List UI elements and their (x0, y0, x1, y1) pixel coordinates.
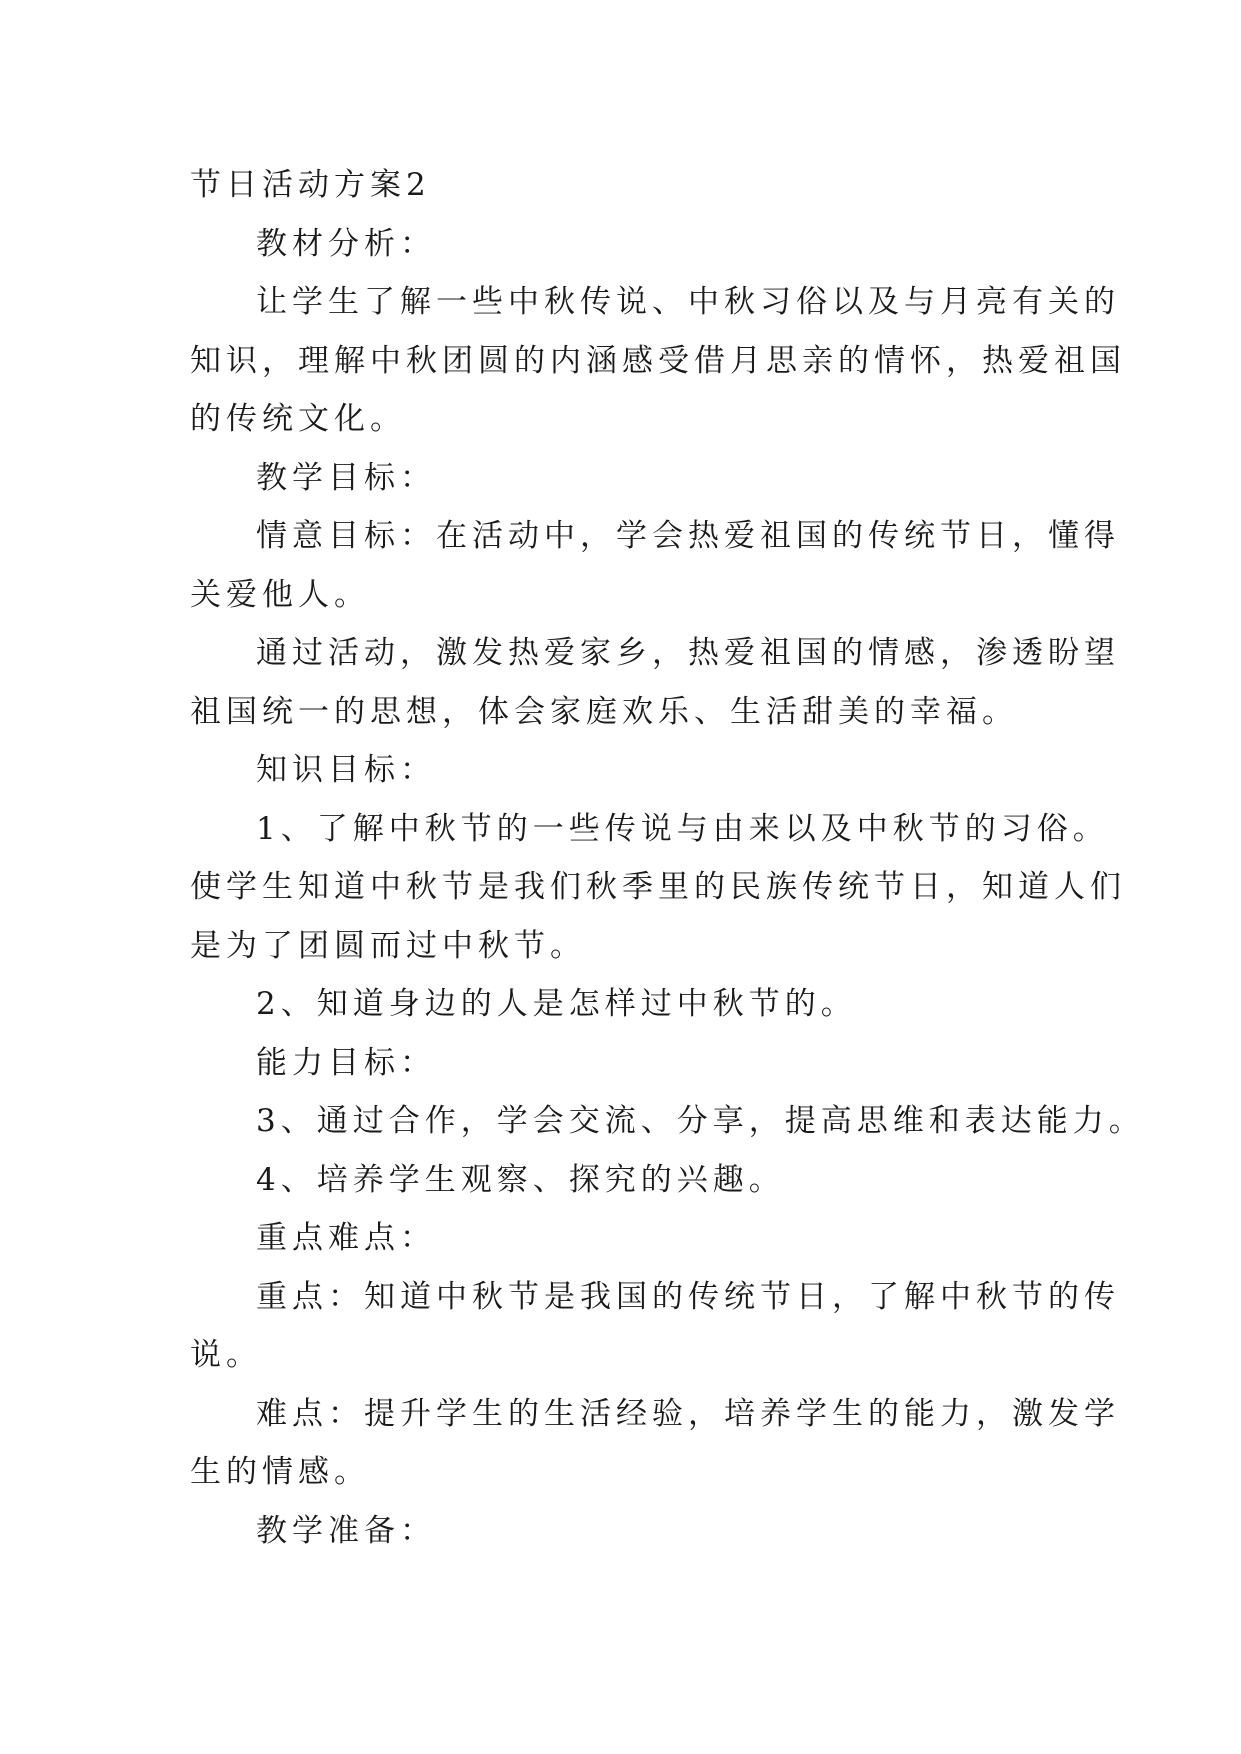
section-heading-teaching-goals: 教学目标： (256, 459, 436, 496)
list-item: 3、通过合作，学会交流、分享，提高思维和表达能力。 (256, 1103, 1145, 1139)
paragraph-line: 难点：提升学生的生活经验，培养学生的能力，激发学 (256, 1395, 1120, 1432)
list-item: 1、了解中秋节的一些传说与由来以及中秋节的习俗。 (256, 810, 1109, 847)
paragraph-line: 生的情感。 (190, 1454, 370, 1490)
paragraph-line: 说。 (190, 1337, 262, 1373)
paragraph-line: 的传统文化。 (190, 401, 406, 437)
paragraph-line: 通过活动，激发热爱家乡，热爱祖国的情感，渗透盼望 (256, 635, 1120, 671)
section-heading-key-points: 重点难点： (256, 1220, 436, 1256)
paragraph-line: 是为了团圆而过中秋节。 (190, 927, 586, 964)
paragraph-line: 知识，理解中秋团圆的内涵感受借月思亲的情怀，热爱祖国 (190, 342, 1126, 379)
document-body (190, 156, 1145, 1560)
paragraph-line: 祖国统一的思想，体会家庭欢乐、生活甜美的幸福。 (190, 693, 1018, 730)
paragraph-line: 让学生了解一些中秋传说、中秋习俗以及与月亮有关的 (256, 284, 1120, 320)
paragraph-line: 重点：知道中秋节是我国的传统节日，了解中秋节的传 (256, 1278, 1120, 1315)
list-item: 4、培养学生观察、探究的兴趣。 (256, 1161, 785, 1198)
list-item: 2、知道身边的人是怎样过中秋节的。 (256, 986, 857, 1022)
section-heading-ability-goals: 能力目标： (256, 1044, 436, 1081)
paragraph-line: 关爱他人。 (190, 576, 370, 613)
document-title: 节日活动方案2 (190, 167, 431, 203)
section-heading-knowledge-goals: 知识目标： (256, 752, 436, 788)
section-heading-teaching-preparation: 教学准备： (256, 1512, 436, 1549)
paragraph-line: 情意目标：在活动中，学会热爱祖国的传统节日，懂得 (256, 518, 1120, 554)
section-heading-textbook-analysis: 教材分析： (256, 225, 436, 262)
paragraph-line: 使学生知道中秋节是我们秋季里的民族传统节日，知道人们 (190, 869, 1126, 905)
